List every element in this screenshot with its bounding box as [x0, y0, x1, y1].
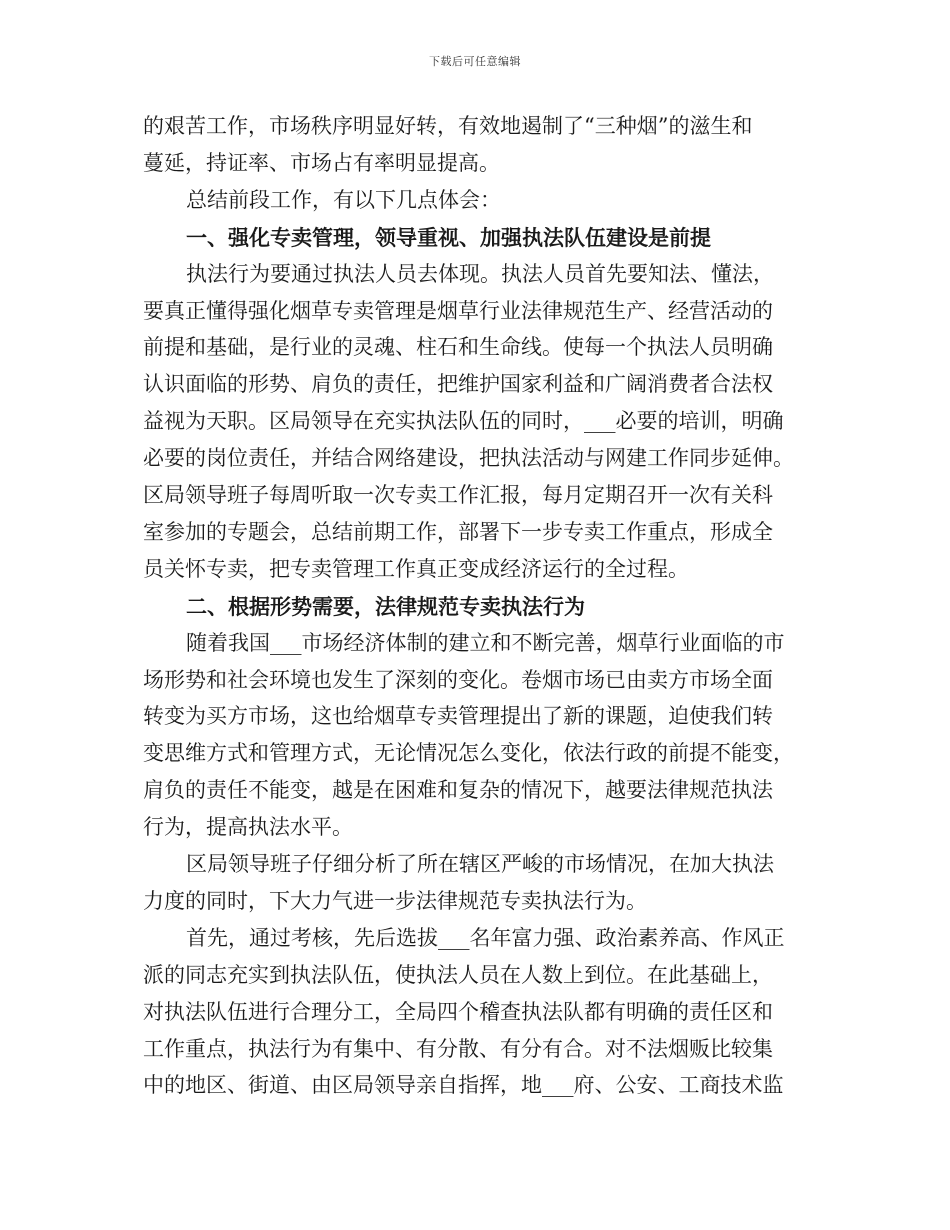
text-line: 首先，通过考核，先后选拔___名年富力强、政治素养高、作风正	[186, 925, 785, 950]
text-line: 益视为天职。区局领导在充实执法队伍的同时，___必要的培训，明确	[143, 409, 784, 434]
text-line: 行为，提高执法水平。	[143, 815, 353, 840]
text-line: 的艰苦工作，市场秩序明显好转，有效地遏制了“三种烟”的滋生和	[143, 114, 753, 138]
text-line: 场形势和社会环境也发生了深刻的变化。卷烟市场已由卖方市场全面	[143, 667, 773, 692]
text-line: 室参加的专题会，总结前期工作，部署下一步专卖工作重点，形成全	[143, 519, 773, 544]
text-line: 对执法队伍进行合理分工，全局四个稽查执法队都有明确的责任区和	[143, 999, 773, 1024]
text-line: 中的地区、街道、由区局领导亲自指挥，地___府、公安、工商技术监	[143, 1073, 784, 1098]
text-line: 肩负的责任不能变，越是在困难和复杂的情况下，越要法律规范执法	[143, 778, 773, 803]
text-line: 派的同志充实到执法队伍，使执法人员在人数上到位。在此基础上，	[143, 962, 773, 987]
text-line: 要真正懂得强化烟草专卖管理是烟草行业法律规范生产、经营活动的	[143, 298, 773, 323]
text-line: 变思维方式和管理方式，无论情况怎么变化，依法行政的前提不能变，	[143, 741, 794, 766]
text-line: 转变为买方市场，这也给烟草专卖管理提出了新的课题，迫使我们转	[143, 704, 773, 729]
text-line: 区局领导班子每周听取一次专卖工作汇报，每月定期召开一次有关科	[143, 483, 773, 507]
page-header: 下载后可任意编辑	[429, 55, 521, 68]
text-line: 蔓延，持证率、市场占有率明显提高。	[143, 150, 500, 175]
section-heading: 二、根据形势需要，法律规范专卖执法行为	[186, 593, 585, 619]
text-line: 总结前段工作，有以下几点体会：	[186, 187, 501, 212]
text-line: 前提和基础，是行业的灵魂、柱石和生命线。使每一个执法人员明确	[143, 335, 773, 360]
text-line: 随着我国___市场经济体制的建立和不断完善，烟草行业面临的市	[186, 630, 785, 655]
text-line: 工作重点，执法行为有集中、有分散、有分有合。对不法烟贩比较集	[143, 1036, 773, 1061]
text-line: 必要的岗位责任，并结合网络建设，把执法活动与网建工作同步延伸。	[143, 446, 794, 471]
text-line: 执法行为要通过执法人员去体现。执法人员首先要知法、懂法，	[186, 261, 774, 286]
section-heading: 一、强化专卖管理，领导重视、加强执法队伍建设是前提	[186, 224, 711, 250]
text-line: 员关怀专卖，把专卖管理工作真正变成经济运行的全过程。	[143, 556, 689, 581]
text-line: 认识面临的形势、肩负的责任，把维护国家利益和广阔消费者合法权	[143, 372, 773, 397]
text-line: 区局领导班子仔细分析了所在辖区严峻的市场情况，在加大执法	[186, 852, 774, 876]
text-line: 力度的同时，下大力气进一步法律规范专卖执法行为。	[143, 888, 647, 913]
